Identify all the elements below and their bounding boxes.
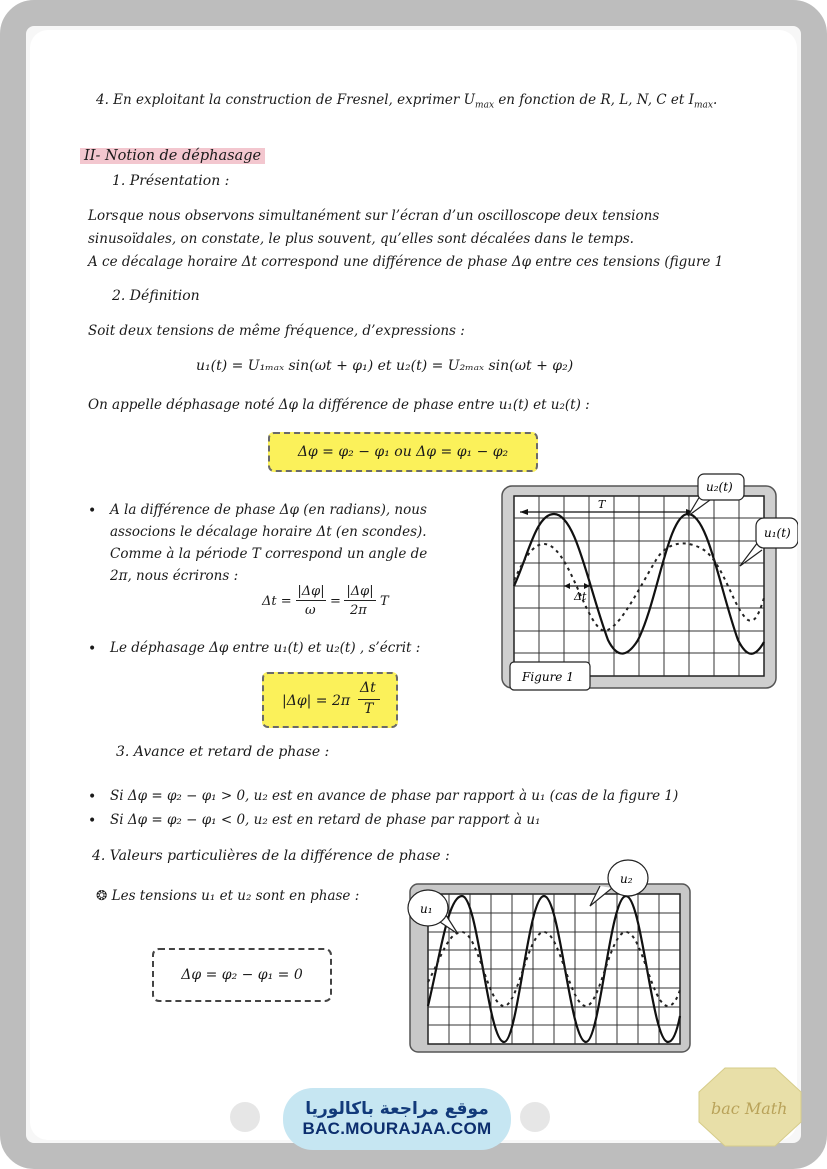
figure-1-oscilloscope bbox=[498, 470, 798, 696]
paragraph-line: A ce décalage horaire Δt correspond une différence de phase Δφ entre ces tensions (figure 1 bbox=[88, 254, 724, 270]
q4-sub: max bbox=[475, 100, 495, 111]
footer-logo-right bbox=[520, 1102, 550, 1132]
bullet-dot: • bbox=[88, 789, 97, 805]
paragraph-line: Lorsque nous observons simultanément sur l’écran d’un oscilloscope deux tensions bbox=[88, 208, 660, 224]
q4-text: 4. En exploitant la construction de Fresnel, exprimer U bbox=[96, 92, 476, 108]
bullet-line: A la différence de phase Δφ (en radians), nous bbox=[110, 502, 427, 518]
case-delay: Si Δφ = φ₂ − φ₁ < 0, u₂ est en retard de phase par rapport à u₁ bbox=[110, 812, 541, 828]
bullet-line: Comme à la période T correspond un angle de bbox=[110, 546, 428, 562]
question-4: 4. En exploitant la construction de Fresnel, exprimer $U_{max}$ en fonction de R, L, N, C et $I_{max}$. bbox=[96, 92, 718, 111]
bullet-dot: • bbox=[88, 641, 97, 657]
footer-arabic-text: موقع مراجعة باكالوريا bbox=[305, 1099, 489, 1119]
fig1-u1-label: u₁(t) bbox=[764, 526, 791, 540]
section-heading bbox=[80, 148, 265, 164]
bullet-dot: • bbox=[88, 813, 97, 829]
expression-formula: u₁(t) = U₁ₘₐₓ sin(ωt + φ₁) et u₂(t) = U₂ₘₐₓ sin(ωt + φ₂) bbox=[196, 358, 574, 374]
paragraph-line: On appelle déphasage noté Δφ la différence de phase entre u₁(t) et u₂(t) : bbox=[88, 397, 590, 413]
fig2-u2-label: u₂ bbox=[620, 872, 633, 886]
box1-text: Δφ = φ₂ − φ₁ ou Δφ = φ₁ − φ₂ bbox=[297, 444, 509, 460]
bullet-line: Le déphasage Δφ entre u₁(t) et u₂(t) , s’écrit : bbox=[110, 640, 421, 656]
footer-url[interactable]: BAC.MOURAJAA.COM bbox=[302, 1119, 492, 1138]
formula-box-abs-phase bbox=[262, 672, 398, 728]
subheading-avance-retard: 3. Avance et retard de phase : bbox=[116, 744, 330, 760]
fig1-caption: Figure 1 bbox=[522, 670, 574, 684]
subheading-definition: 2. Définition bbox=[112, 288, 200, 304]
bullet-line: associons le décalage horaire Δt (en scondes). bbox=[110, 524, 427, 540]
in-phase-line bbox=[96, 888, 359, 904]
subheading-presentation: 1. Présentation : bbox=[112, 173, 230, 189]
bullet-line: 2π, nous écrirons : bbox=[110, 568, 239, 584]
paragraph-line: sinusoïdales, on constate, le plus souvent, qu’elles sont décalées dans le temps. bbox=[88, 231, 634, 247]
footer-logo-left bbox=[230, 1102, 260, 1132]
case-advance: Si Δφ = φ₂ − φ₁ > 0, u₂ est en avance de phase par rapport à u₁ (cas de la figure 1) bbox=[110, 788, 679, 804]
paragraph-line: Soit deux tensions de même fréquence, d’expressions : bbox=[88, 323, 465, 339]
figure-2-oscilloscope bbox=[404, 856, 694, 1056]
section-title: II- Notion de déphasage bbox=[80, 148, 265, 164]
watermark-text: bac Math bbox=[711, 1099, 788, 1118]
formula-box-phase-diff bbox=[268, 432, 538, 472]
fig1-T-label: T bbox=[598, 498, 606, 511]
bacmath-watermark-logo bbox=[697, 1066, 803, 1148]
in-phase-text: Les tensions u₁ et u₂ sont en phase : bbox=[111, 888, 360, 904]
subheading-valeurs: 4. Valeurs particulières de la différence de phase : bbox=[92, 848, 450, 864]
q4-sub2: max bbox=[693, 100, 713, 111]
q4-end: en fonction de R, L, N, C et I bbox=[494, 92, 694, 108]
spiral-bullet-icon: ❂ bbox=[96, 888, 108, 904]
fig1-dt-label: Δt bbox=[574, 590, 587, 603]
box2-formula: |Δφ| = 2π Δt T bbox=[280, 680, 380, 720]
fig1-u2-label: u₂(t) bbox=[706, 480, 733, 494]
fig2-u1-label: u₁ bbox=[420, 902, 433, 916]
formula-box-in-phase bbox=[152, 948, 332, 1002]
footer-banner[interactable] bbox=[283, 1088, 511, 1150]
bullet-dot: • bbox=[88, 503, 97, 519]
box3-text: Δφ = φ₂ − φ₁ = 0 bbox=[181, 967, 303, 983]
